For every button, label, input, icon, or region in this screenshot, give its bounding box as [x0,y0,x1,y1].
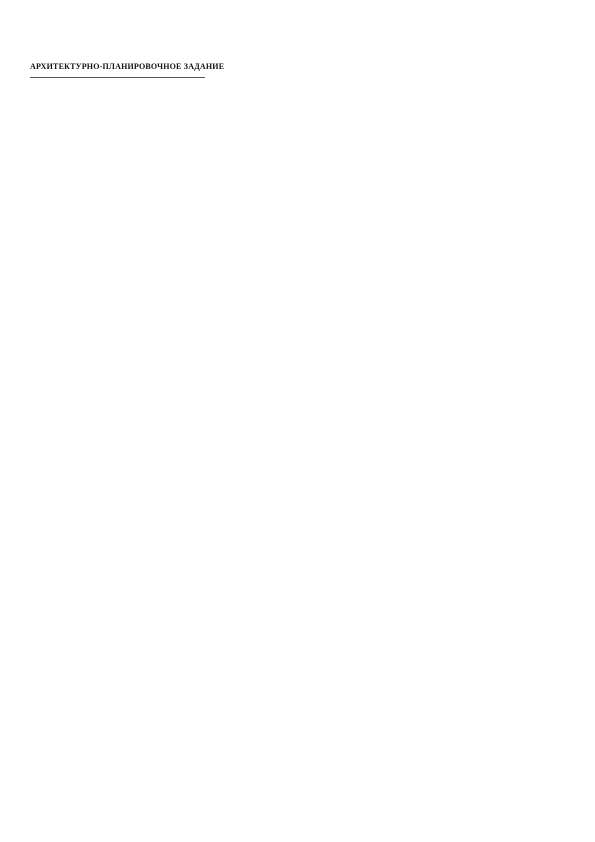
header-block [30,18,330,60]
document-title: АРХИТЕКТУРНО-ПЛАНИРОВОЧНОЕ ЗАДАНИЕ [30,62,225,71]
signature-block [30,795,180,825]
title-underline [30,76,205,78]
document-body [30,95,215,785]
